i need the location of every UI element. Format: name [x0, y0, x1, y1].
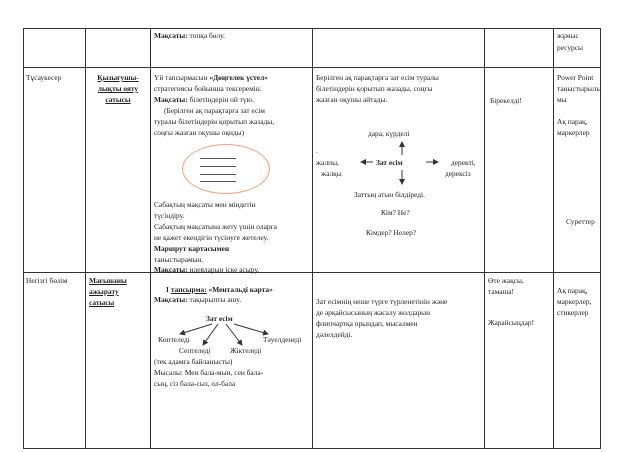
teacher-text: Маршрут картасымен: [154, 244, 230, 253]
assessment-text: Жарайсыңдар!: [488, 318, 535, 327]
assessment-text: Бірекелді!: [490, 96, 522, 105]
resources-line: ресурсы: [557, 43, 583, 52]
diagram-right: дерексіз: [445, 169, 471, 178]
resource-text: Суреттер: [566, 217, 595, 226]
task-number: І: [166, 285, 169, 294]
tree-root: Зат есім: [206, 314, 233, 323]
diagram-left: жалқы: [321, 169, 342, 178]
diagram-right: деректі,: [451, 158, 476, 167]
task-label: тапсырма:: [170, 285, 207, 294]
method-label: сатысы: [89, 298, 115, 307]
teacher-text: стратегиясы бойынша тексеремін.: [154, 84, 262, 93]
student-text: жазған оқушы айтады.: [316, 95, 388, 104]
tree-node: Септеледі: [179, 346, 211, 355]
goal-text: білетіндерін ой түю.: [187, 95, 254, 104]
goal-text: идеяларын іске асыру.: [187, 265, 260, 274]
student-text: Берілген ақ парақтарға зат есім туралы: [316, 73, 439, 82]
teacher-text: соңғы жазған оқушы оқиды): [154, 128, 245, 137]
resource-text: таныстырылы: [557, 84, 602, 93]
example-label: Мысалы:: [154, 368, 183, 377]
student-text: Кімдер? Нелер?: [366, 228, 417, 237]
resource-text: Ақ парақ,: [557, 286, 588, 295]
teacher-text: не қажет екендігін түсінуге жетелеу.: [154, 233, 269, 242]
goal-text: тақырыпты ашу.: [187, 295, 242, 304]
method-label: Мағынаны: [89, 276, 127, 285]
teacher-text: (тек адамға байланысты): [154, 357, 233, 366]
teacher-text-part: Үй тапсырмасын: [154, 73, 210, 82]
method-label: ажырату: [89, 287, 119, 296]
goal-label: Мақсаты:: [154, 265, 188, 274]
teacher-text: түсіндіру.: [154, 211, 185, 220]
student-text: білетіндерін қорытып жазады, соңғы: [316, 84, 433, 93]
resource-text: маркерлер,: [557, 297, 592, 306]
student-text: Зат есімнің неше түрге түрленетінін және: [316, 297, 448, 306]
teacher-text: Сабақтың мақсатына жету үшін оларға: [154, 222, 277, 231]
method-label: сатысы: [105, 95, 131, 104]
resource-text: мы: [557, 95, 567, 104]
goal-label: Мақсаты:: [154, 95, 188, 104]
resource-text: Power Point: [557, 73, 594, 82]
teacher-text: таныстырамын.: [154, 255, 204, 264]
method-label: Қызығушы-: [97, 73, 139, 82]
teacher-text: Сабақтың мақсаты мен міндетін: [154, 200, 256, 209]
teacher-text: сың, сіз бала-сыз, ол-бала: [154, 379, 236, 388]
resource-text: стикерлер: [557, 308, 589, 317]
diagram-top: дара, күрделі: [368, 129, 410, 138]
tree-arrow-mid-right: [226, 324, 242, 345]
tree-node: Көптеледі: [158, 335, 190, 344]
student-text: Кім? Не?: [381, 208, 410, 217]
assessment-text: тамаша!: [488, 287, 514, 296]
resource-text: Ақ парақ,: [557, 117, 588, 126]
example-text: Мен бала-мын, сен бала-: [182, 368, 264, 377]
resources-line: жұмыс: [557, 31, 579, 40]
task-name: «Ментальді карта»: [206, 285, 273, 294]
assessment-text: Өте жақсы,: [488, 276, 524, 285]
student-text: де әрқайсысының жасалу жолдарын: [316, 308, 431, 317]
tree-arrow-right: [234, 324, 268, 334]
strategy-name: «Дөңгелек үстел»: [209, 73, 268, 82]
tree-node: Жіктеледі: [230, 346, 262, 355]
tree-arrow-left: [180, 324, 212, 334]
resource-text: маркерлер: [557, 128, 590, 137]
tree-arrow-mid-left: [203, 324, 218, 345]
student-text: дәлелдейді.: [316, 330, 353, 339]
student-text: флипчартқа орындап, мысалмен: [316, 319, 418, 328]
teacher-text: (Берілген ақ парақтарға зат есім: [164, 106, 265, 115]
diagram-left: жалпы,: [316, 158, 339, 167]
teacher-text: туралы білетіндерін қорытып жазады,: [154, 117, 275, 126]
goal-label: Мақсаты:: [154, 31, 188, 40]
stage-label: Тұсаукесер: [26, 73, 62, 82]
stage-label: Негізгі бөлім: [26, 276, 68, 285]
diagram-dot: .: [316, 146, 318, 155]
goal-text: топқа бөлу.: [187, 31, 225, 40]
goal-label: Мақсаты:: [154, 295, 188, 304]
student-text: Заттың атын білдіреді.: [354, 190, 425, 199]
tree-node: Тәуелденеді: [263, 335, 302, 344]
method-label: лықты ояту: [97, 84, 139, 93]
diagram-center: Зат есім: [376, 158, 403, 167]
